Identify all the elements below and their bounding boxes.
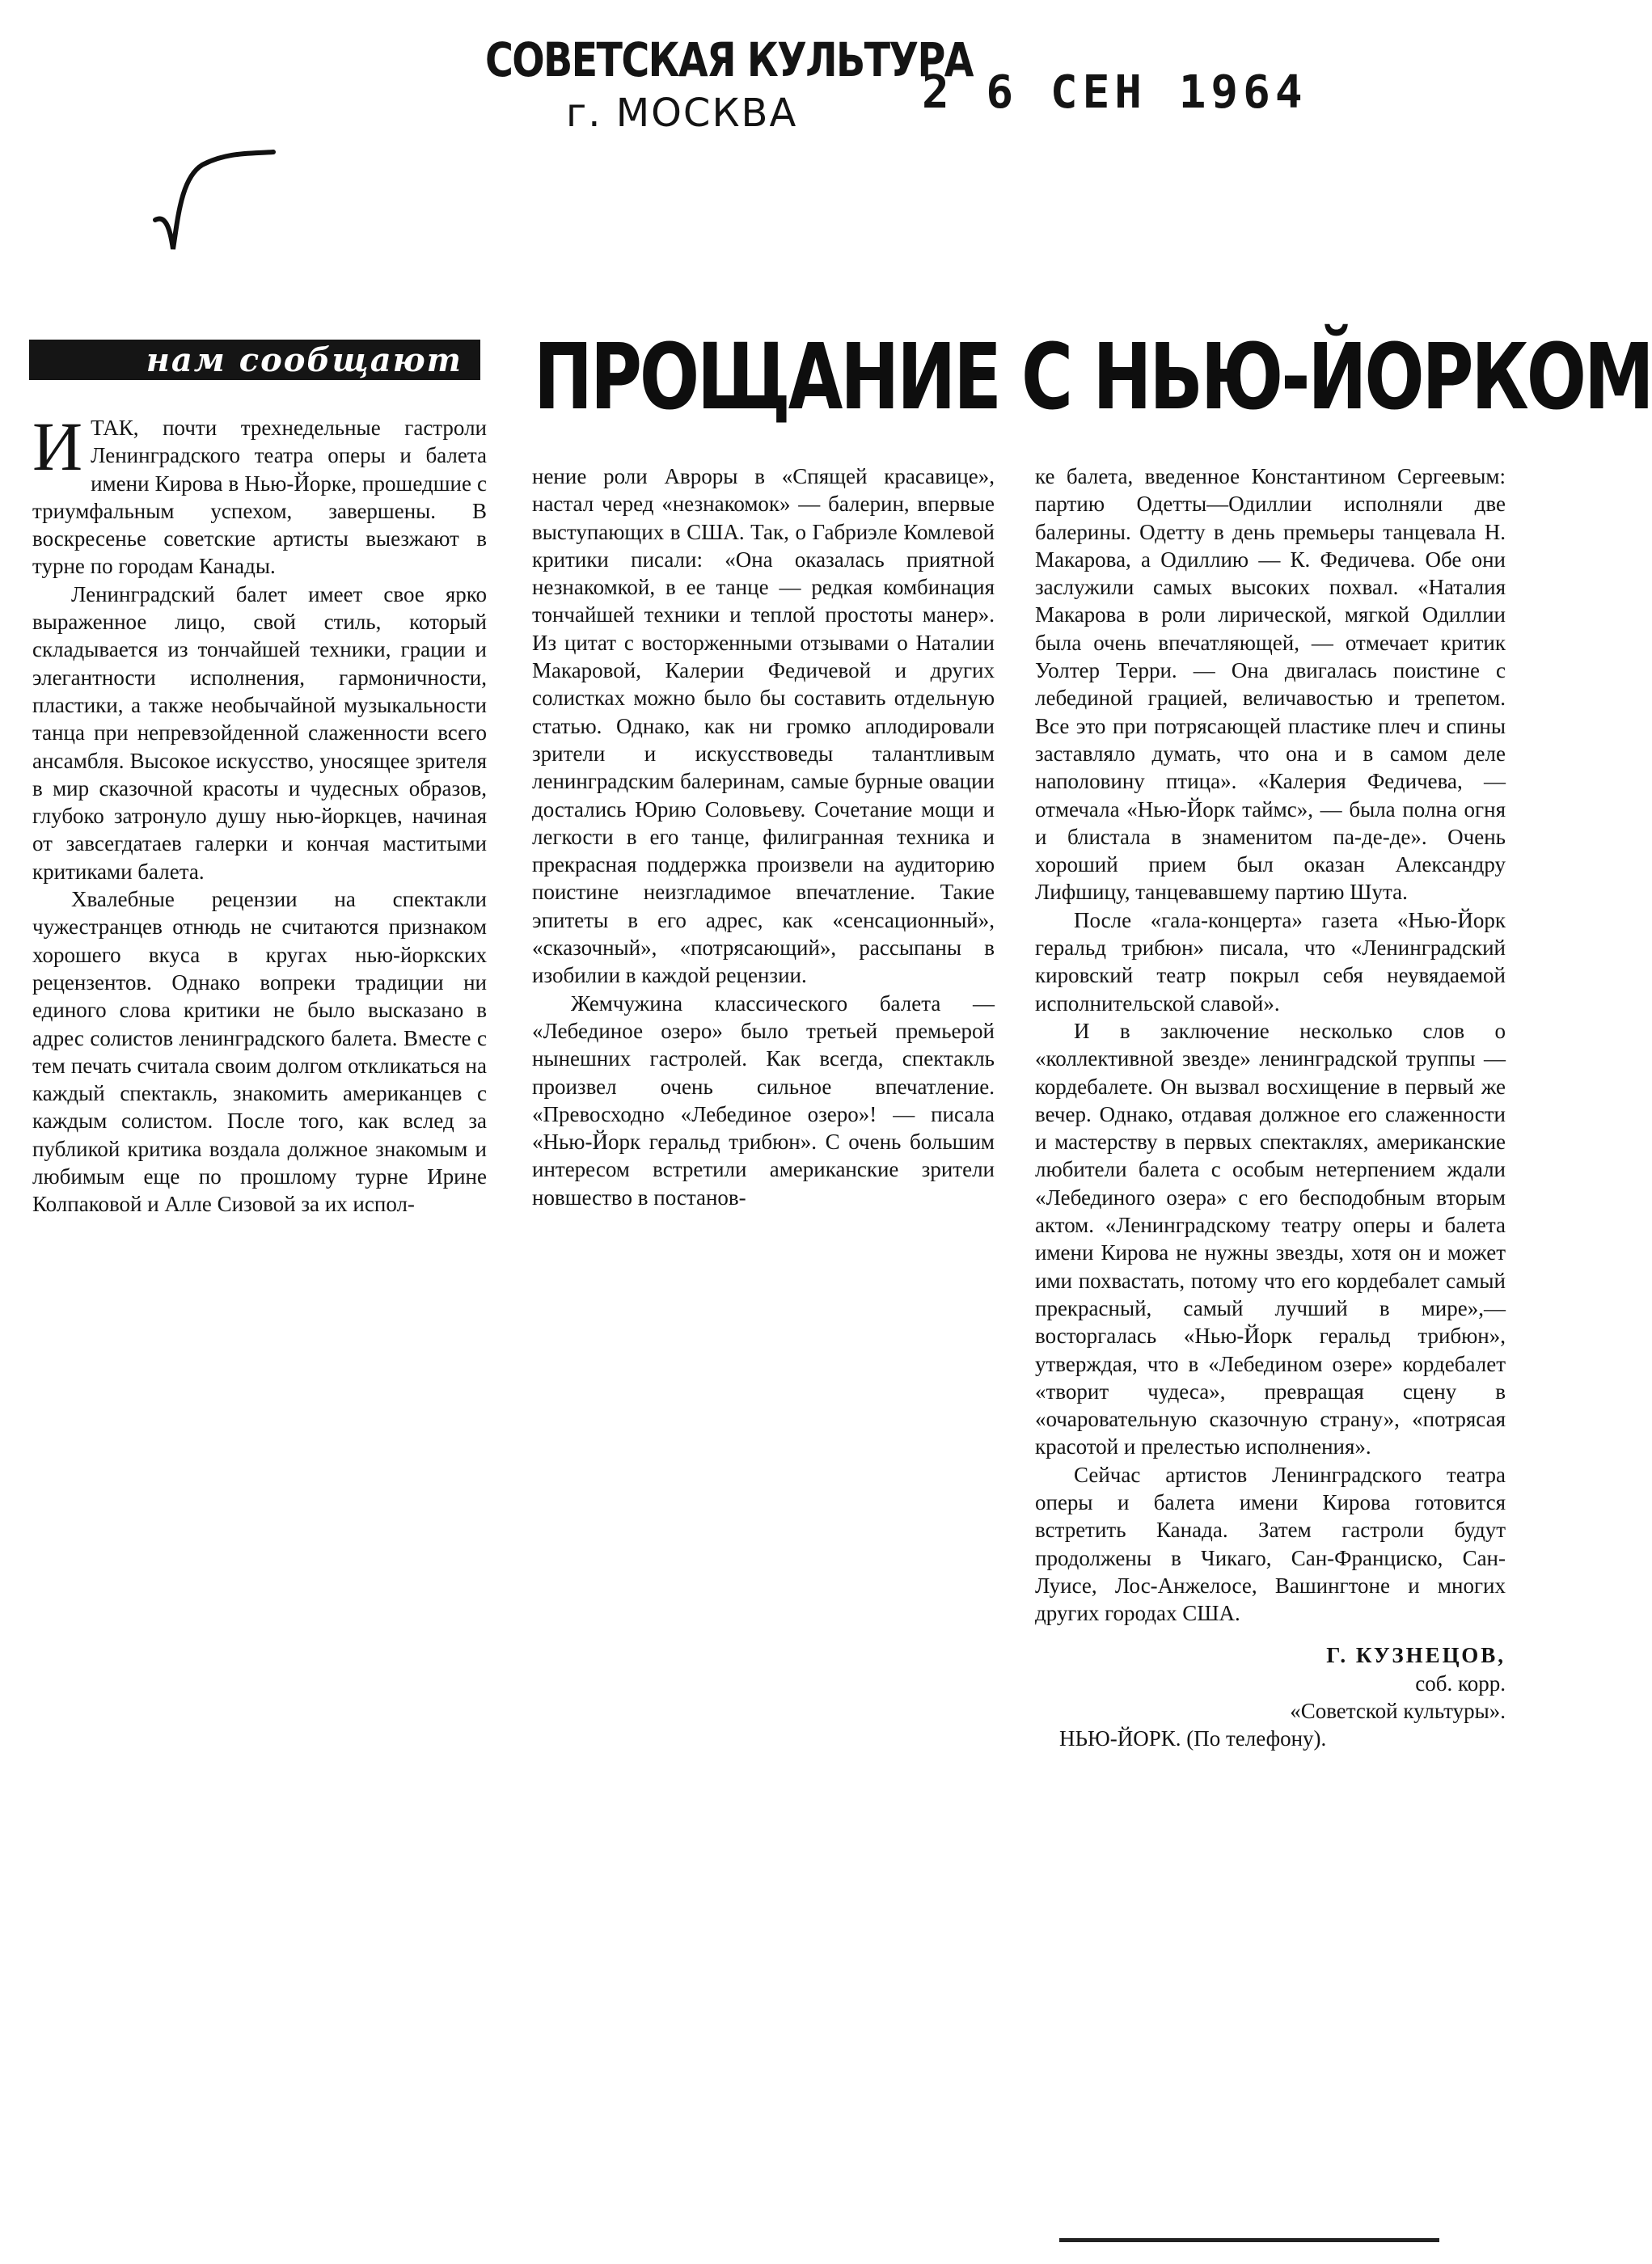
headline: ПРОЩАНИЕ С НЬЮ-ЙОРКОМ — [534, 325, 1652, 430]
paragraph: Хвалебные рецензии на спектакли чужестранцев отнюдь не считаются признаком хорошего вкуса в кругах нью-йоркских рецензентов. Однако вопреки традиции ни единого слова критики не было высказано в адрес солистов ленинградского балета. Вместе с тем печать считала своим долгом откликаться на каждый спектакль, знакомить американцев с каждым солистом. После того, как вслед за публикой критика воздала должное знакомым и любимым еще по прошлому турне Ирине Колпаковой и Алле Сизовой за их испол- — [32, 887, 487, 1217]
paragraph: Жемчужина классического балета — «Лебединое озеро» было третьей премьерой нынешних гастролей. Как всегда, спектакль произвел очень сильное впечатление. «Превосходно «Лебединое озеро»! — писала «Нью-Йорк геральд трибюн». С очень большим интересом встретили американские зрители новшество в постанов- — [532, 990, 995, 1210]
author-role: соб. корр. — [1415, 1671, 1506, 1696]
article-column-1 — [32, 408, 487, 1219]
paragraph: нение роли Авроры в «Спящей красавице», настал черед «незнакомок» — балерин, впервые выступающих в США. Так, о Габриэле Комлевой критики писали: «Она оказалась приятной незнакомкой, в ее танце — редкая комбинация тончайшей техники и теплой простоты манер». Из цитат с восторженными отзывами о Наталии Макаровой, Калерии Федичевой и других солистках можно было бы составить отдельную статью. Однако, как ни громко аплодировали зрители и искусствоведы талантливым ленинградским балеринам, самые бурные овации достались Юрию Соловьеву. Сочетание мощи и легкости в его танце, филигранная техника и прекрасная поддержка произвели на аудиторию поистине неизгладимое впечатление. Такие эпитеты в его адрес, как «сенсационный», «сказочный», «потрясающий», рассыпаны в изобилии в каждой рецензии. — [532, 464, 995, 988]
paragraph — [32, 408, 487, 581]
author-paper: «Советской культуры». — [1290, 1699, 1506, 1724]
article-column-2 — [532, 463, 995, 1211]
paragraph-text: ТАК, почти трехнедельные гастроли Ленинградского театра оперы и балета имени Кирова в Нью-Йорке, прошедшие с триумфальным успехом, завершены. В воскресенье советские артисты выезжают в турне по городам Канады. — [32, 416, 487, 579]
handwritten-check-mark-icon — [146, 146, 283, 267]
paragraph: После «гала-концерта» газета «Нью-Йорк геральд трибюн» писала, что «Ленинградский кировский театр покрыл себя неувядаемой исполнительской славой». — [1035, 907, 1506, 1016]
paragraph: ке балета, введенное Константином Сергеевым: партию Одетты—Одиллии исполняли две балерины. Одетту в день премьеры танцевала Н. Макарова, а Одиллию — К. Федичева. Обе они заслужили самых высоких похвал. «Наталия Макарова в роли лирической, мягкой Одиллии была очень впечатляющей, — отмечает критик Уолтер Терри. — Она двигалась поистине с лебединой грацией, величавостью и трепетом. Все это при потрясающей пластике плеч и спины заставляло думать, что она и в самом деле наполовину птица». «Калерия Федичева, — отмечала «Нью-Йорк таймс», — была полна огня и блистала в знаменитом па-де-де». Очень хороший прием был оказан Александру Лифшицу, танцевавшему партию Шута. — [1035, 464, 1506, 905]
paragraph: И в заключение несколько слов о «коллективной звезде» ленинградской труппы — кордебалете. Он вызвал восхищение в первый же вечер. Однако, отдавая должное его слаженности и мастерству в первых спектаклях, американские любители балета с особым нетерпением ждали «Лебединого озера» с его бесподобным вторым актом. «Ленинградскому театру оперы и балета имени Кирова не нужны звезды, хотя он и может ими похвастать, потому что его кордебалет самый прекрасный, самый лучший в мире»,—восторгалась «Нью-Йорк геральд трибюн», утверждая, что в «Лебедином озере» кордебалет «творит чудеса», превращая сцену в «очаровательную сказочную страну», «потрясая красотой и прелестью исполнения». — [1035, 1018, 1506, 1459]
newspaper-name-stamp: СОВЕТСКАЯ КУЛЬТУРА — [485, 32, 973, 87]
rubric-banner: нам сообщают — [29, 340, 480, 380]
paragraph: Сейчас артистов Ленинградского театра оперы и балета имени Кирова готовится встретить Канада. Затем гастроли будут продолжены в Чикаго, Сан-Франциско, Сан-Луисе, Лос-Анжелосе, Вашингтоне и многих других городах США. — [1035, 1462, 1506, 1626]
paragraph: Ленинградский балет имеет свое ярко выраженное лицо, свой стиль, который складывается из тончайшей техники, грации и элегантности исполнения, гармоничности, пластики, а также необычайной музыкальности танца при непревзойденной слаженности всего ансамбля. Высокое искусство, уносящее зрителя в мир сказочной красоты и чудесных образов, глубоко затронуло душу нью-йоркцев, начиная от завсегдатаев галерки и кончая маститыми критиками балета. — [32, 581, 487, 884]
dateline: НЬЮ-ЙОРК. (По телефону). — [1059, 1726, 1327, 1751]
date-stamp: 2 6 СЕН 1964 — [922, 66, 1308, 119]
bottom-divider — [1059, 2238, 1439, 2242]
drop-cap: И — [32, 408, 83, 485]
city-stamp: г. МОСКВА — [566, 91, 798, 136]
author-name: Г. КУЗНЕЦОВ, — [1326, 1643, 1506, 1668]
signature-block — [1035, 1641, 1506, 1752]
article-column-3 — [1035, 463, 1506, 1753]
